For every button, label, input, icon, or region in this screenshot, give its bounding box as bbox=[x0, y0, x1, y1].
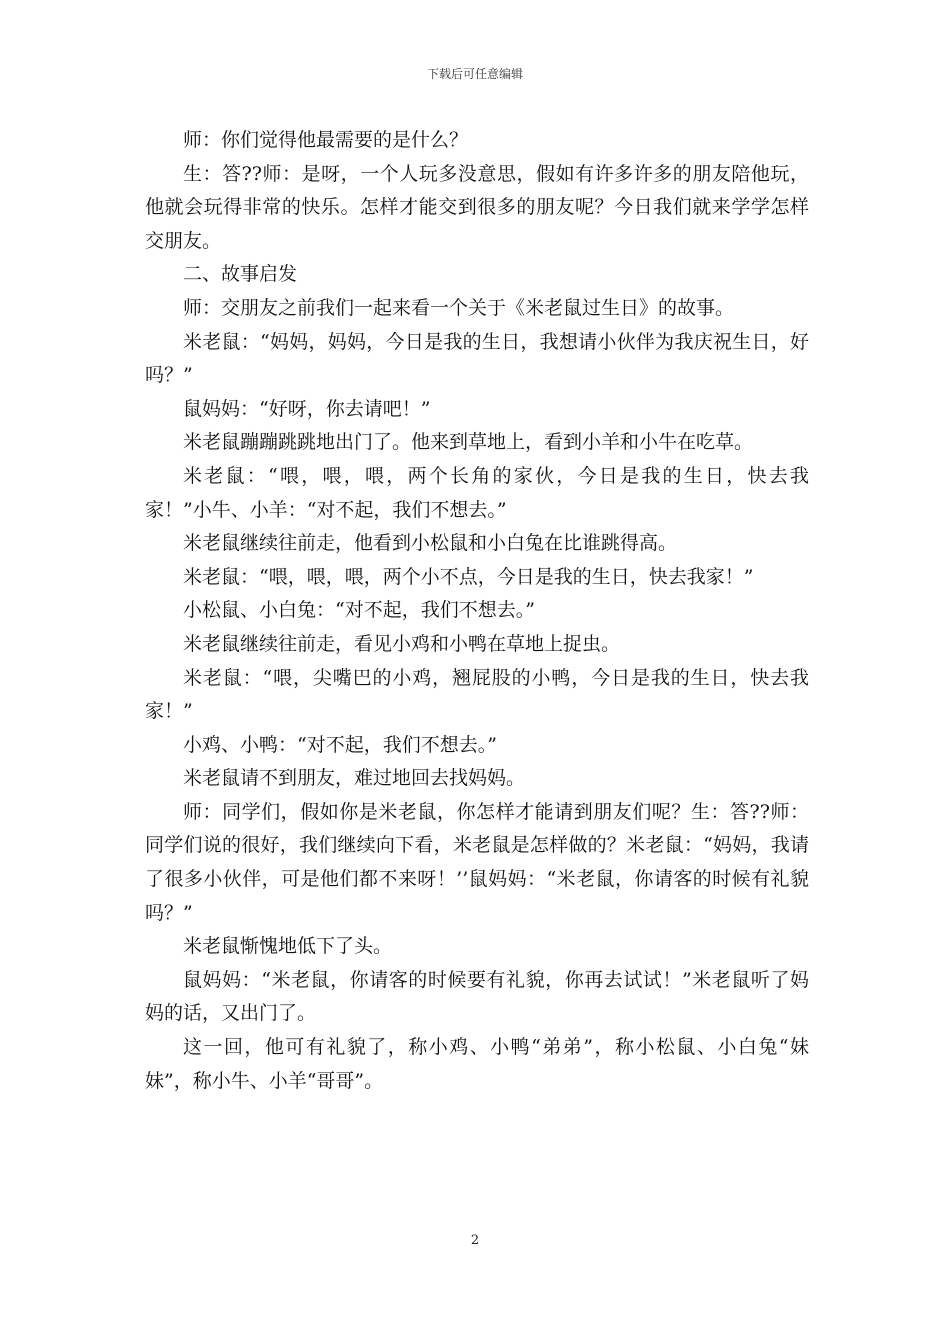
paragraph: 这一回，他可有礼貌了，称小鸡、小鸭“弟弟”，称小松鼠、小白兔“妹妹”，称小牛、小羊“哥哥”。 bbox=[145, 1036, 809, 1092]
paragraph: 米老鼠：“喂，喂，喂，两个小不点，今日是我的生日，快去我家！” bbox=[183, 565, 754, 588]
paragraph: 米老鼠：“喂，喂，喂，两个长角的家伙，今日是我的生日，快去我家！”小牛、小羊：“对不起，我们不想去。” bbox=[145, 464, 809, 521]
paragraph: 米老鼠蹦蹦跳跳地出门了。他来到草地上，看到小羊和小牛在吃草。 bbox=[183, 431, 754, 454]
document-body bbox=[145, 124, 809, 1098]
paragraph: 师：同学们，假如你是米老鼠，你怎样才能请到朋友们呢？生：答??师：同学们说的很好，我们继续向下看，米老鼠是怎样做的？米老鼠：“妈妈，我请了很多小伙伴，可是他们都不来呀！’’鼠妈妈：“米老鼠，你请客的时候有礼貌吗？” bbox=[145, 800, 809, 924]
paragraph: 米老鼠：“喂，尖嘴巴的小鸡，翘屁股的小鸭，今日是我的生日，快去我家！” bbox=[145, 666, 809, 723]
page-header: 下载后可任意编辑 bbox=[426, 67, 523, 81]
paragraph: 鼠妈妈：“米老鼠，你请客的时候要有礼貌，你再去试试！”米老鼠听了妈妈的话，又出门了。 bbox=[145, 968, 809, 1025]
section-heading: 二、故事启发 bbox=[183, 263, 298, 286]
paragraph: 米老鼠请不到朋友，难过地回去找妈妈。 bbox=[183, 767, 526, 790]
paragraph: 米老鼠：“妈妈，妈妈，今日是我的生日，我想请小伙伴为我庆祝生日，好吗？” bbox=[145, 330, 809, 387]
paragraph: 米老鼠继续往前走，他看到小松鼠和小白兔在比谁跳得高。 bbox=[183, 532, 678, 555]
paragraph: 师：交朋友之前我们一起来看一个关于《米老鼠过生日》的故事。 bbox=[183, 296, 735, 319]
paragraph: 师：你们觉得他最需要的是什么？ bbox=[183, 129, 469, 151]
page-number: 2 bbox=[470, 1233, 480, 1248]
paragraph: 生：答??师：是呀，一个人玩多没意思，假如有许多许多的朋友陪他玩，他就会玩得非常的快乐。怎样才能交到很多的朋友呢？今日我们就来学学怎样交朋友。 bbox=[145, 162, 809, 252]
paragraph: 小松鼠、小白兔：“对不起，我们不想去。” bbox=[183, 599, 535, 622]
paragraph: 米老鼠继续往前走，看见小鸡和小鸭在草地上捉虫。 bbox=[183, 632, 621, 655]
paragraph: 米老鼠惭愧地低下了头。 bbox=[183, 935, 393, 958]
paragraph: 鼠妈妈：“好呀，你去请吧！” bbox=[183, 397, 431, 420]
paragraph: 小鸡、小鸭：“对不起，我们不想去。” bbox=[183, 733, 497, 756]
